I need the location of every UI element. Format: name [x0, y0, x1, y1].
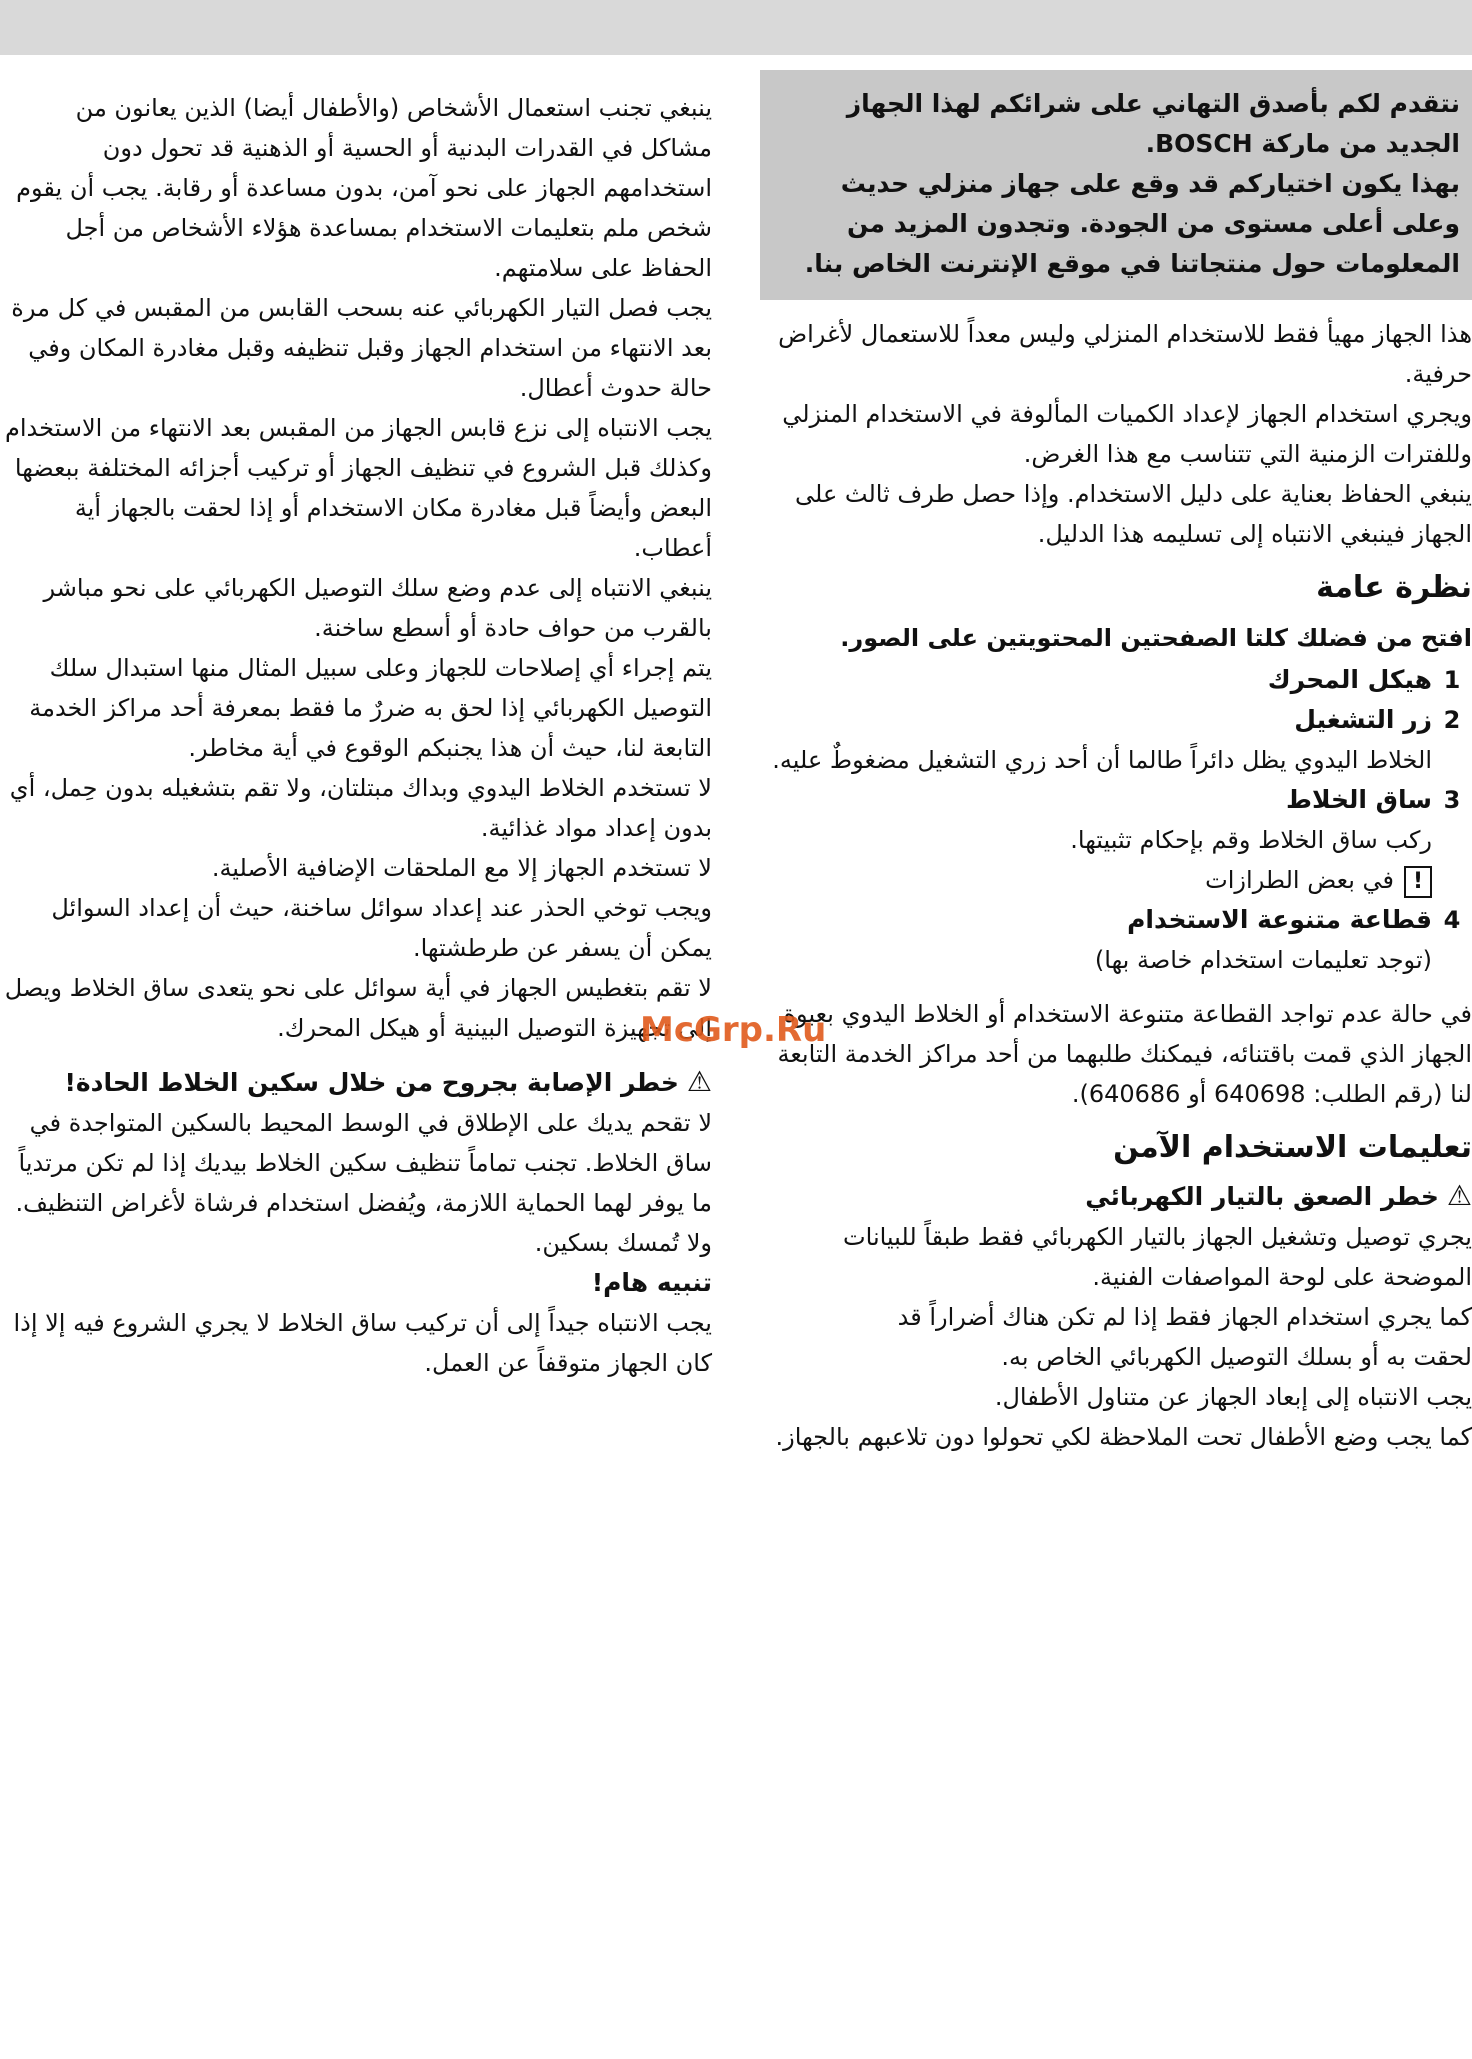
watermark: McGrp.Ru — [640, 1010, 827, 1050]
safety-paragraph: ينبغي تجنب استعمال الأشخاص (والأطفال أيضا) الذين يعانون من مشاكل في القدرات البدنية أو الحسية أو الذهنية قد تحول دون استخدامهم الجهاز على نحو آمن، بدون مساعدة أو رقابة. يجب أن يقوم شخص ملم بتعليمات الاستخدام بمساعدة هؤلاء الأشخاص من أجل الحفاظ على سلامتهم. — [16, 94, 712, 282]
overview-heading: نظرة عامة — [1316, 570, 1472, 605]
blade-paragraph: لا تقحم يديك على الإطلاق في الوسط المحيط بالسكين المتواجدة في ساق الخلاط. تجنب تماماً تنظيف سكين الخلاط بيديك إذا لم تكن مرتدياً ما يوفر لهما الحماية اللازمة، ويُفضل استخدام فرشاة لأغراض التنظيف. ولا تُمسك بسكين. — [15, 1109, 712, 1257]
safety-heading: تعليمات الاستخدام الآمن — [1113, 1130, 1472, 1165]
safety-paragraph: يتم إجراء أي إصلاحات للجهاز وعلى سبيل المثال منها استبدال سلك التوصيل الكهربائي إذا لحق به ضررٌ ما فقط بمعرفة أحد مراكز الخدمة التابعة لنا، حيث أن هذا يجنبكم الوقوع في أية مخاطر. — [29, 654, 712, 762]
item-title: ساق الخلاط — [1286, 785, 1432, 814]
intro-box — [760, 70, 1472, 300]
warning-triangle-icon: ⚠ — [1446, 1179, 1472, 1212]
shock-paragraph: كما يجب وضع الأطفال تحت الملاحظة لكي تحولوا دون تلاعبهم بالجهاز. — [775, 1423, 1472, 1451]
blade-warning-text: خطر الإصابة بجروح من خلال سكين الخلاط الحادة! — [64, 1068, 679, 1097]
important-paragraph: يجب الانتباه جيداً إلى أن تركيب ساق الخلاط لا يجري الشروع فيه إلا إذا كان الجهاز متوقفاً عن العمل. — [13, 1309, 712, 1377]
item-title: زر التشغيل — [1294, 705, 1432, 734]
shock-paragraph: الموضحة على لوحة المواصفات الفنية. — [1092, 1263, 1472, 1291]
overview-item — [760, 900, 1472, 940]
shock-paragraph: يجري توصيل وتشغيل الجهاز بالتيار الكهربائي فقط طبقاً للبيانات — [843, 1223, 1472, 1251]
item-description: ركب ساق الخلاط وقم بإحكام تثبيتها. — [1070, 826, 1432, 854]
exclamation-icon: ! — [1404, 866, 1432, 898]
important-heading: تنبيه هام! — [591, 1268, 712, 1297]
item-title: هيكل المحرك — [1267, 665, 1432, 694]
safety-paragraph: يجب فصل التيار الكهربائي عنه بسحب القابس من المقبس في كل مرة بعد الانتهاء من استخدام الجهاز وقبل تنظيفه وقبل مغادرة المكان وفي حالة حدوث أعطال. — [11, 294, 712, 402]
model-note — [760, 860, 1472, 900]
blade-warning — [0, 1062, 712, 1103]
overview-item — [760, 700, 1472, 740]
shock-paragraph: كما يجري استخدام الجهاز فقط إذا لم تكن هناك أضراراً قد — [897, 1303, 1472, 1331]
shock-warning — [760, 1176, 1472, 1217]
safety-paragraph: لا تستخدم الخلاط اليدوي وبداك مبتلتان، ولا تقم بتشغيله بدون حِمل، أي بدون إعداد مواد غذائية. — [9, 774, 712, 842]
overview-item — [760, 780, 1472, 820]
item-number: 3 — [1443, 786, 1461, 814]
page-header-bar — [0, 0, 1472, 55]
item-title: قطاعة متنوعة الاستخدام — [1127, 905, 1432, 934]
overview-item — [760, 660, 1472, 700]
safety-paragraph: يجب الانتباه إلى نزع قابس الجهاز من المقبس بعد الانتهاء من الاستخدام وكذلك قبل الشروع في تنظيف الجهاز أو تركيب أجزائه المختلفة ببعضها البعض وأيضاً قبل مغادرة مكان الاستخدام أو إذا لحقت بالجهاز أية أعطاب. — [5, 414, 712, 562]
shock-paragraph: يجب الانتباه إلى إبعاد الجهاز عن متناول الأطفال. — [994, 1383, 1472, 1411]
manual-keep-paragraph: ينبغي الحفاظ بعناية على دليل الاستخدام. وإذا حصل طرف ثالث على الجهاز فينبغي الانتباه إلى تسليمه هذا الدليل. — [795, 480, 1472, 548]
left-column — [0, 88, 712, 1383]
safety-paragraph: ينبغي الانتباه إلى عدم وضع سلك التوصيل الكهربائي على نحو مباشر بالقرب من حواف حادة أو أسطع ساخنة. — [43, 574, 712, 642]
household-use-paragraph: هذا الجهاز مهيأ فقط للاستخدام المنزلي وليس معداً للاستعمال لأغراض حرفية. — [778, 320, 1472, 388]
model-note-text: في بعض الطرازات — [1205, 866, 1394, 894]
quantities-paragraph: ويجري استخدام الجهاز لإعداد الكميات المألوفة في الاستخدام المنزلي وللفترات الزمنية التي تتناسب مع هذا الغرض. — [782, 400, 1472, 468]
safety-paragraph: لا تستخدم الجهاز إلا مع الملحقات الإضافية الأصلية. — [211, 854, 712, 882]
shock-paragraph: لحقت به أو بسلك التوصيل الكهربائي الخاص به. — [1001, 1343, 1472, 1371]
item-number: 4 — [1443, 906, 1461, 934]
item-description: الخلاط اليدوي يظل دائراً طالما أن أحد زري التشغيل مضغوطٌ عليه. — [772, 746, 1432, 774]
accessory-order-paragraph: في حالة عدم تواجد القطاعة متنوعة الاستخدام أو الخلاط اليدوي بعبوة الجهاز الذي قمت باقتنائه، فيمكنك طلبهما من أحد مراكز الخدمة التابعة لنا (رقم الطلب: 640698 أو 640686). — [777, 1000, 1472, 1108]
warning-triangle-icon: ⚠ — [686, 1065, 712, 1098]
safety-paragraph: لا تقم بتغطيس الجهاز في أية سوائل على نحو يتعدى ساق الخلاط ويصل إلى تجهيزة التوصيل البينية أو هيكل المحرك. — [4, 974, 712, 1042]
intro-product-info: بهذا يكون اختياركم قد وقع على جهاز منزلي حديث وعلى أعلى مستوى من الجودة. وتجدون المزيد من المعلومات حول منتجاتنا في موقع الإنترنت الخاص بنا. — [804, 169, 1460, 278]
right-column — [760, 70, 1472, 1457]
item-description: (توجد تعليمات استخدام خاصة بها) — [1094, 946, 1432, 974]
safety-paragraph: ويجب توخي الحذر عند إعداد سوائل ساخنة، حيث أن إعداد السوائل يمكن أن يسفر عن طرطشتها. — [51, 894, 712, 962]
item-number: 1 — [1443, 666, 1461, 694]
overview-intro: افتح من فضلك كلتا الصفحتين المحتويتين على الصور. — [840, 624, 1472, 652]
shock-warning-text: خطر الصعق بالتيار الكهربائي — [1085, 1182, 1439, 1211]
item-number: 2 — [1443, 706, 1461, 734]
intro-congrats: نتقدم لكم بأصدق التهاني على شرائكم لهذا الجهاز الجديد من ماركة BOSCH. — [846, 89, 1460, 158]
